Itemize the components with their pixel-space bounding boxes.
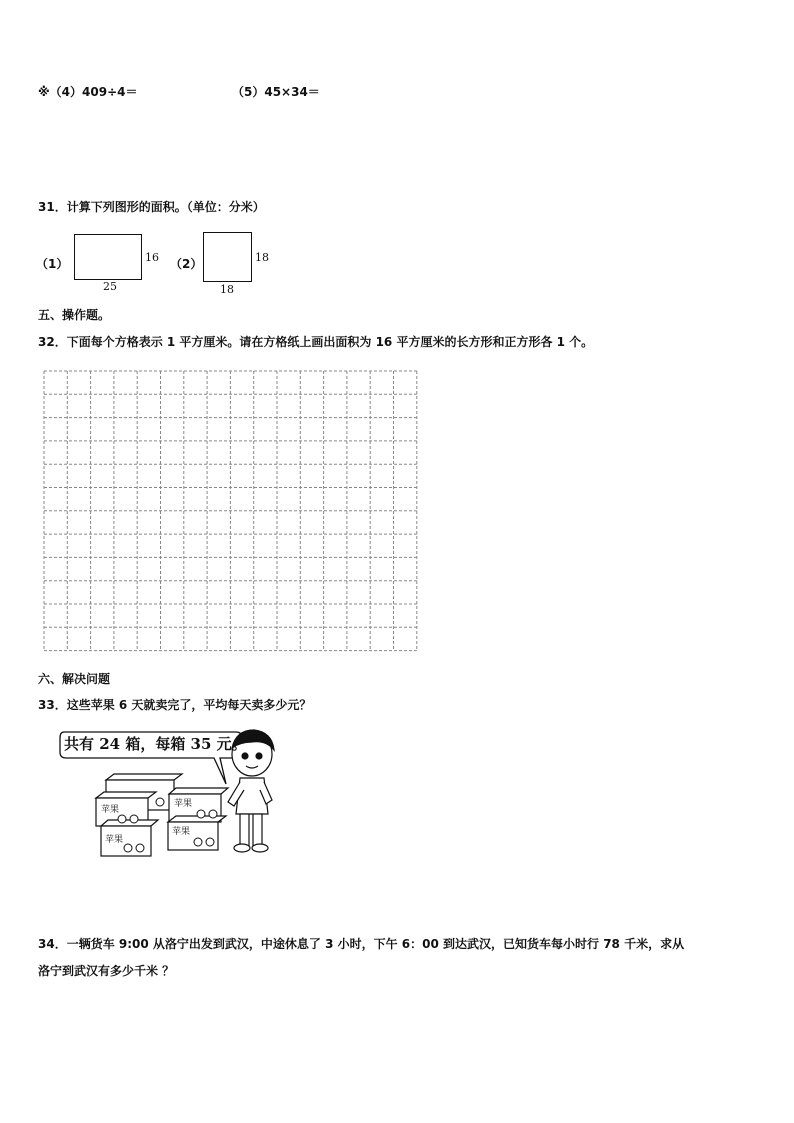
figure-2-tag: （2） xyxy=(170,257,203,271)
box-label: 苹果 xyxy=(172,827,191,837)
box-label: 苹果 xyxy=(105,835,124,845)
question-32: 32．下面每个方格表示 1 平方厘米。请在方格纸上画出面积为 16 平方厘米的长方形和正方形各 1 个。 xyxy=(38,335,594,349)
rectangle-width-label: 25 xyxy=(103,280,117,293)
section-5-title: 五、操作题。 xyxy=(38,308,111,322)
calc-item-5: （5）45×34＝ xyxy=(232,85,320,99)
square-height-label: 18 xyxy=(255,251,269,264)
box-label: 苹果 xyxy=(174,799,193,809)
section-6-title: 六、解决问题 xyxy=(38,672,111,686)
rectangle-figure xyxy=(74,234,142,280)
question-33: 33．这些苹果 6 天就卖完了，平均每天卖多少元？ xyxy=(38,698,312,712)
question-31: 31．计算下列图形的面积。（单位：分米） xyxy=(38,200,265,214)
grid-paper[interactable] xyxy=(43,370,419,653)
question-34-line-1: 34．一辆货车 9:00 从洛宁出发到武汉，中途休息了 3 小时，下午 6：00 到达武汉，已知货车每小时行 78 千米，求从 xyxy=(38,937,685,951)
rectangle-height-label: 16 xyxy=(145,251,159,264)
calc-item-4: ※（4）409÷4＝ xyxy=(38,85,138,99)
box-label: 苹果 xyxy=(101,805,120,815)
square-figure xyxy=(203,232,252,282)
figure-1-tag: （1） xyxy=(36,257,69,271)
square-width-label: 18 xyxy=(220,283,234,296)
speech-bubble-text: 共有 24 箱，每箱 35 元。 xyxy=(64,735,247,753)
question-34-line-2: 洛宁到武汉有多少千米 ？ xyxy=(38,964,175,978)
